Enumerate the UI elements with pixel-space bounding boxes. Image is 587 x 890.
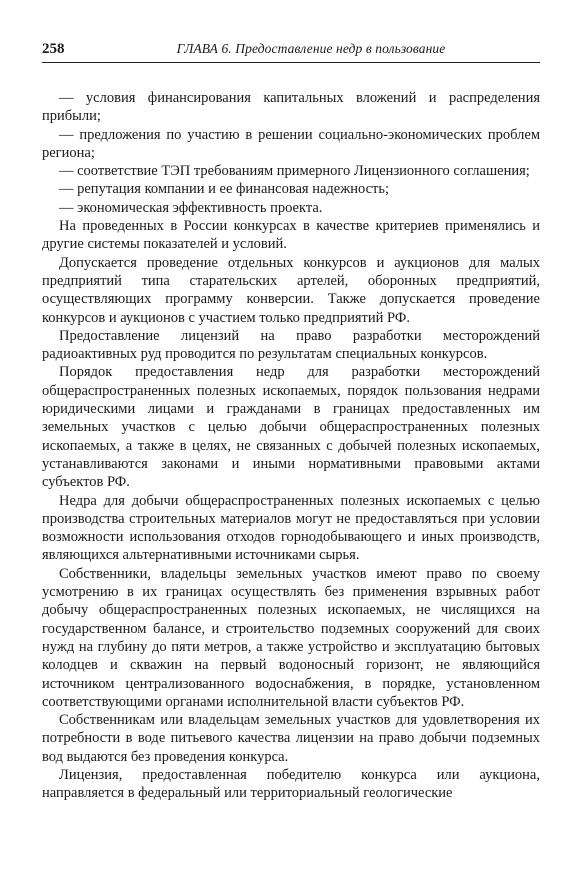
paragraph-common-minerals-procedure: Порядок предоставления недр для разработки месторождений общераспространенных полезных ископаемых, порядок пользования недрами юридическими лицами и гражданами в границах предоставленных им земельных участков с целью добычи общераспространенных полезных ископаемых, а также в целях, не связанных с добычей полезных ископаемых, устанавливаются законами и иными нормативными правовыми актами субъектов РФ. bbox=[42, 364, 540, 491]
list-item-socioeconomic-proposals: — предложения по участию в решении социально-экономических проблем региона; bbox=[42, 126, 540, 161]
paragraph-license-transfer: Лицензия, предоставленная победителю конкурса или аукциона, направляется в федеральный или территориальный геологические bbox=[42, 766, 540, 802]
book-page bbox=[42, 40, 540, 803]
body-text bbox=[42, 89, 540, 803]
page-number: 258 bbox=[42, 41, 65, 57]
list-item-economic-efficiency: — экономическая эффективность проекта. bbox=[59, 199, 323, 216]
paragraph-radioactive-ores: Предоставление лицензий на право разработки месторождений радиоактивных руд проводится по результатам специальных конкурсов. bbox=[42, 327, 540, 363]
paragraph-building-materials: Недра для добычи общераспространенных полезных ископаемых с целью производства строительных материалов могут не предоставляться при условии возможности использования отходов горнодобывающего и иных производств, являющихся альтернативными источниками сырья. bbox=[42, 492, 540, 564]
chapter-title: ГЛАВА 6. Предоставление недр в пользование bbox=[176, 41, 446, 56]
list-item-company-reputation: — репутация компании и ее финансовая надежность; bbox=[59, 181, 390, 198]
paragraph-other-criteria: На проведенных в России конкурсах в качестве критериев применялись и другие системы показателей и условий. bbox=[42, 218, 540, 253]
paragraph-drinking-water: Собственникам или владельцам земельных участков для удовлетворения их потребности в воде питьевого качества лицензии на право добычи подземных вод выдаются без проведения конкурса. bbox=[42, 712, 540, 765]
list-item-license-agreement-compliance: — соответствие ТЭП требованиям примерного Лицензионного соглашения; bbox=[59, 163, 530, 180]
paragraph-small-enterprises: Допускается проведение отдельных конкурсов и аукционов для малых предприятий типа старательских артелей, оборонных предприятий, осуществляющих программу конверсии. Также допускается проведение конкурсов и аукционов с участием только предприятий РФ. bbox=[42, 254, 540, 326]
paragraph-landowners-rights: Собственники, владельцы земельных участков имеют право по своему усмотрению в их границах осуществлять без применения взрывных работ добычу общераспространенных полезных ископаемых, не числящихся на государственном балансе, и строительство подземных сооружений для своих нужд на глубину до пяти метров, а также устройство и эксплуатацию бытовых колодцев и скважин на первый водоносный горизонт, не являющийся источником централизованного водоснабжения, в порядке, установленном соответствующими органами исполнительной власти субъектов РФ. bbox=[42, 565, 540, 710]
list-item-financing-conditions: — условия финансирования капитальных вложений и распределения прибыли; bbox=[42, 90, 540, 125]
running-header bbox=[42, 40, 540, 63]
